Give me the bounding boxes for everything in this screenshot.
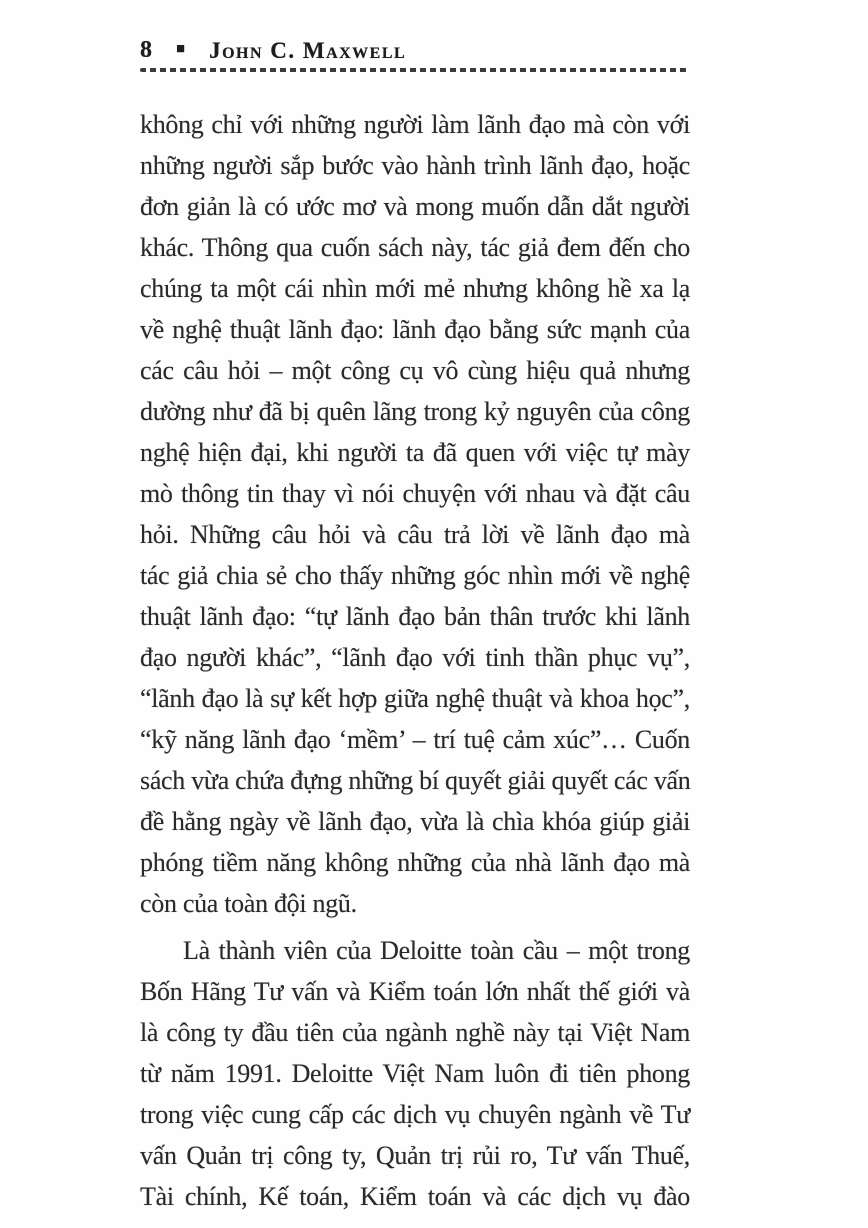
text-line: không chỉ với những người làm lãnh đạo mà còn với	[140, 110, 690, 139]
text-line: các câu hỏi – một công cụ vô cùng hiệu quả nhưng	[140, 356, 690, 385]
text-line: Bốn Hãng Tư vấn và Kiểm toán lớn nhất thế giới và	[140, 977, 690, 1006]
text-line: vấn Quản trị công ty, Quản trị rủi ro, Tư vấn Thuế,	[140, 1141, 690, 1170]
text-line: mò thông tin thay vì nói chuyện với nhau và đặt câu	[140, 479, 690, 508]
text-line: dường như đã bị quên lãng trong kỷ nguyên của công	[140, 397, 690, 426]
text-line: thuật lãnh đạo: “tự lãnh đạo bản thân trước khi lãnh	[140, 602, 690, 631]
text-line: nghệ hiện đại, khi người ta đã quen với việc tự mày	[140, 438, 690, 467]
text-line: đơn giản là có ước mơ và mong muốn dẫn dắt người	[140, 192, 690, 221]
running-head-title: John C. Maxwell	[209, 37, 407, 63]
text-line: đạo người khác”, “lãnh đạo với tinh thần phục vụ”,	[140, 643, 690, 672]
body-text	[140, 104, 690, 1217]
text-line: là công ty đầu tiên của ngành nghề này tại Việt Nam	[140, 1018, 690, 1047]
running-header	[140, 36, 406, 64]
text-line: từ năm 1991. Deloitte Việt Nam luôn đi tiên phong	[140, 1059, 690, 1088]
text-line: những người sắp bước vào hành trình lãnh đạo, hoặc	[140, 151, 690, 180]
text-line: về nghệ thuật lãnh đạo: lãnh đạo bằng sức mạnh của	[140, 315, 690, 344]
text-line: sách vừa chứa đựng những bí quyết giải quyết các vấn	[140, 766, 691, 795]
paragraph	[140, 930, 690, 1217]
text-line: hỏi. Những câu hỏi và câu trả lời về lãnh đạo mà	[140, 520, 690, 549]
text-line: tác giả chia sẻ cho thấy những góc nhìn mới về nghệ	[140, 561, 690, 590]
text-line: Là thành viên của Deloitte toàn cầu – một trong	[183, 936, 690, 965]
square-bullet-icon: ■	[176, 40, 186, 57]
text-line: phóng tiềm năng không những của nhà lãnh đạo mà	[140, 848, 690, 877]
text-line: đề hằng ngày về lãnh đạo, vừa là chìa khóa giúp giải	[140, 807, 690, 836]
text-line: còn của toàn đội ngũ.	[140, 889, 357, 918]
text-line: “lãnh đạo là sự kết hợp giữa nghệ thuật và khoa học”,	[140, 684, 690, 713]
text-line: Tài chính, Kế toán, Kiểm toán và các dịch vụ đào	[140, 1182, 690, 1211]
header-divider	[140, 68, 687, 72]
text-line: chúng ta một cái nhìn mới mẻ nhưng không hề xa lạ	[140, 274, 690, 303]
text-line: trong việc cung cấp các dịch vụ chuyên ngành về Tư	[140, 1100, 690, 1129]
text-line: “kỹ năng lãnh đạo ‘mềm’ – trí tuệ cảm xúc”… Cuốn	[140, 725, 690, 754]
text-line: khác. Thông qua cuốn sách này, tác giả đem đến cho	[140, 233, 690, 262]
paragraph	[140, 104, 690, 924]
page-number: 8	[140, 37, 152, 63]
